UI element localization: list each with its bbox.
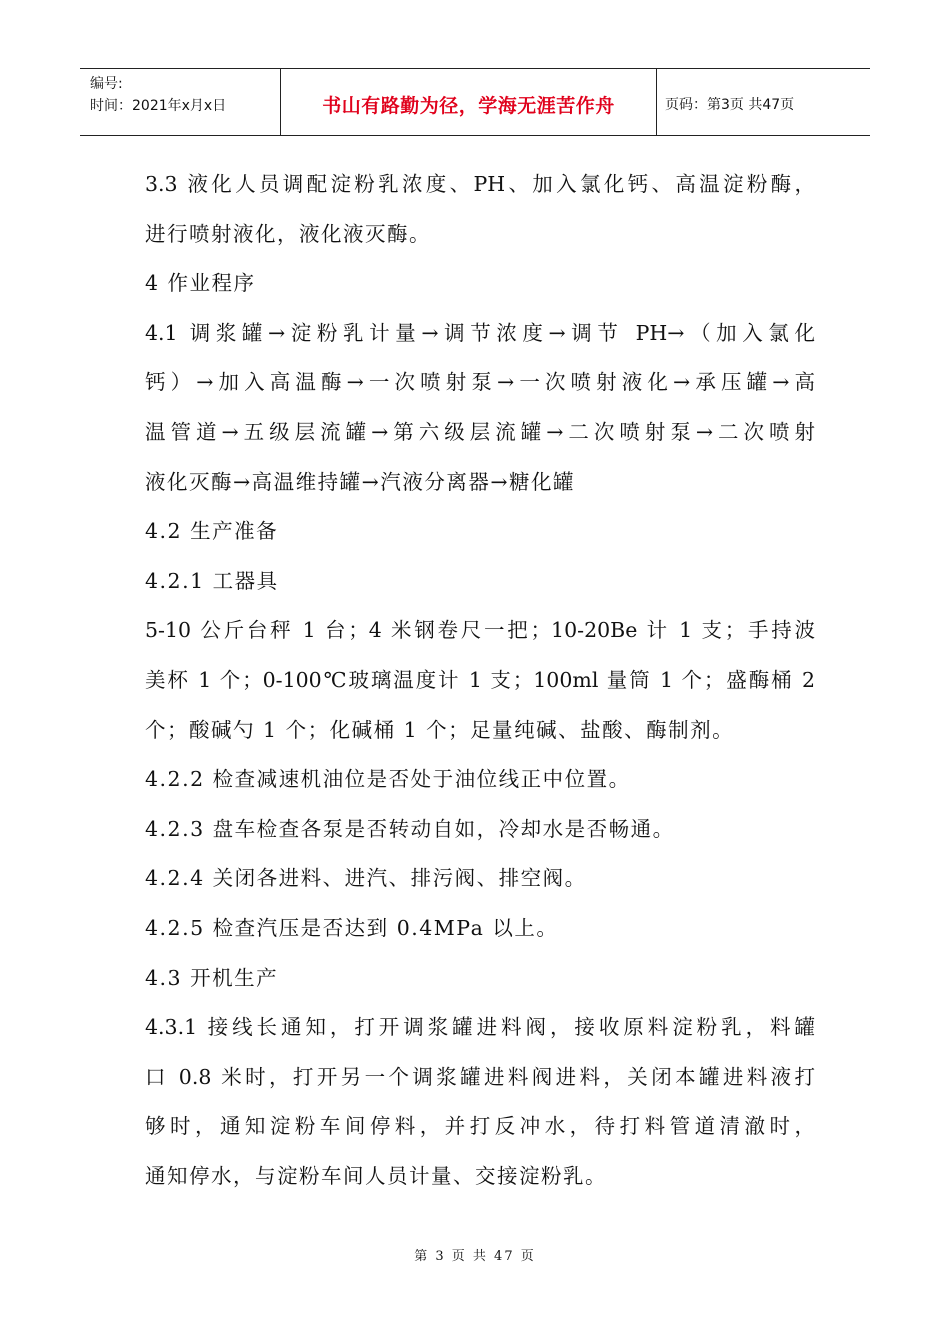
section-heading: 4 作业程序 — [145, 271, 256, 296]
header-page-info: 页码：第3页 共47页 — [665, 97, 795, 113]
paragraph-line: 美杯 1 个；0-100℃玻璃温度计 1 支；100ml 量筒 1 个；盛酶桶 2 — [145, 667, 815, 692]
paragraph-line: 4.2.3 盘车检查各泵是否转动自如，冷却水是否畅通。 — [145, 816, 675, 841]
document-date: 时间：2021年x月x日 — [90, 98, 227, 114]
paragraph-line: 液化灭酶→高温维持罐→汽液分离器→糖化罐 — [145, 469, 576, 494]
header-motto-cell — [281, 69, 657, 135]
paragraph-line: 通知停水，与淀粉车间人员计量、交接淀粉乳。 — [145, 1163, 607, 1188]
header-meta — [80, 69, 281, 135]
paragraph-line: 4.1 调浆罐→淀粉乳计量→调节浓度→调节 PH→（加入氯化 — [145, 320, 815, 345]
paragraph-line: 口 0.8 米时，打开另一个调浆罐进料阀进料，关闭本罐进料液打 — [145, 1064, 815, 1089]
paragraph-line: 够时，通知淀粉车间停料，并打反冲水，待打料管道清澈时， — [145, 1114, 815, 1139]
paragraph-line: 4.2.5 检查汽压是否达到 0.4MPa 以上。 — [145, 915, 559, 940]
header-motto: 书山有路勤为径，学海无涯苦作舟 — [322, 94, 615, 117]
paragraph-line: 3.3 液化人员调配淀粉乳浓度、PH、加入氯化钙、高温淀粉酶， — [145, 172, 815, 196]
paragraph-line: 5-10 公斤台秤 1 台；4 米钢卷尺一把；10-20Be 计 1 支；手持波 — [145, 618, 815, 643]
paragraph-line: 4.2.2 检查减速机油位是否处于油位线正中位置。 — [145, 767, 631, 792]
paragraph-line: 4.3.1 接线长通知，打开调浆罐进料阀，接收原料淀粉乳，料罐 — [145, 1015, 815, 1040]
paragraph-line: 进行喷射液化，液化液灭酶。 — [145, 221, 431, 246]
section-heading: 4.3 开机生产 — [145, 965, 279, 990]
page-header — [80, 68, 870, 136]
header-page-info-cell — [657, 69, 870, 135]
page-footer: 第 3 页 共 47 页 — [414, 1249, 536, 1264]
document-number-label: 编号: — [90, 76, 123, 92]
paragraph-line: 钙）→加入高温酶→一次喷射泵→一次喷射液化→承压罐→高 — [145, 370, 815, 395]
section-heading: 4.2.1 工器具 — [145, 568, 279, 593]
paragraph-line: 4.2.4 关闭各进料、进汽、排污阀、排空阀。 — [145, 866, 587, 891]
section-heading: 4.2 生产准备 — [145, 519, 279, 544]
paragraph-line: 个；酸碱勺 1 个；化碱桶 1 个；足量纯碱、盐酸、酶制剂。 — [145, 717, 735, 742]
paragraph-line: 温管道→五级层流罐→第六级层流罐→二次喷射泵→二次喷射 — [145, 419, 815, 444]
document-body — [145, 160, 815, 1201]
